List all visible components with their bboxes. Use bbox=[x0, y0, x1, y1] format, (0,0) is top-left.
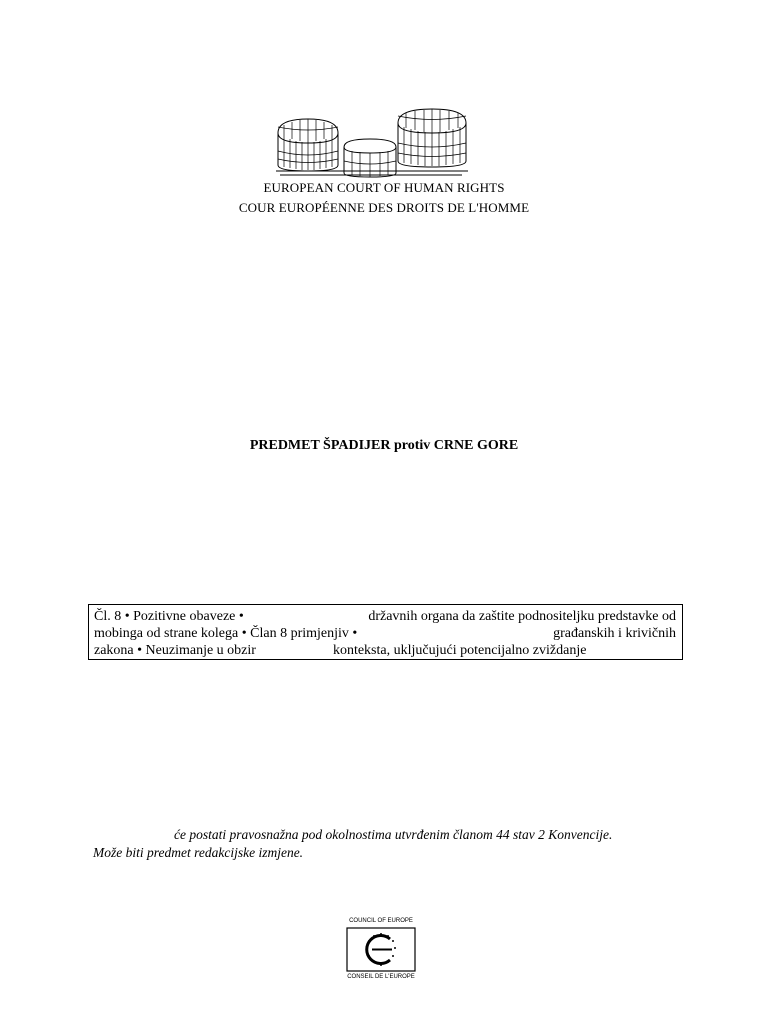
keywords-line bbox=[94, 608, 676, 625]
finality-note-line bbox=[93, 826, 693, 844]
finality-note-text: će postati pravosnažna pod okolnostima utvrđenim članom 44 stav 2 Konvencije. bbox=[174, 827, 613, 842]
finality-note-line: Može biti predmet redakcijske izmjene. bbox=[93, 845, 304, 860]
keywords-text: zakona • Neuzimanje u obzir bbox=[94, 643, 256, 658]
keywords-text: mobinga od strane kolega • Član 8 primjenjiv • bbox=[94, 626, 358, 641]
coe-bottom-text: CONSEIL DE L'EUROPE bbox=[347, 974, 415, 980]
finality-note bbox=[93, 826, 693, 862]
keywords-line bbox=[94, 625, 676, 642]
keywords-line bbox=[94, 642, 676, 659]
keywords-text: Čl. 8 • Pozitivne obaveze • bbox=[94, 609, 244, 624]
council-of-europe-logo bbox=[340, 918, 422, 982]
keywords-text: građanskih i krivičnih bbox=[553, 626, 676, 641]
case-title: PREDMET ŠPADIJER protiv CRNE GORE bbox=[249, 438, 519, 453]
court-building-logo bbox=[272, 103, 498, 181]
keywords-text: državnih organa da zaštite podnositeljku predstavke od bbox=[368, 609, 676, 624]
keywords-box bbox=[88, 604, 683, 660]
keywords-text: konteksta, uključujući potencijalno zviždanje bbox=[332, 643, 587, 658]
court-name-french: COUR EUROPÉENNE DES DROITS DE L'HOMME bbox=[238, 200, 530, 215]
coe-top-text: COUNCIL OF EUROPE bbox=[349, 918, 413, 924]
coe-emblem-icon bbox=[346, 927, 416, 972]
court-name-english: EUROPEAN COURT OF HUMAN RIGHTS bbox=[263, 180, 505, 195]
